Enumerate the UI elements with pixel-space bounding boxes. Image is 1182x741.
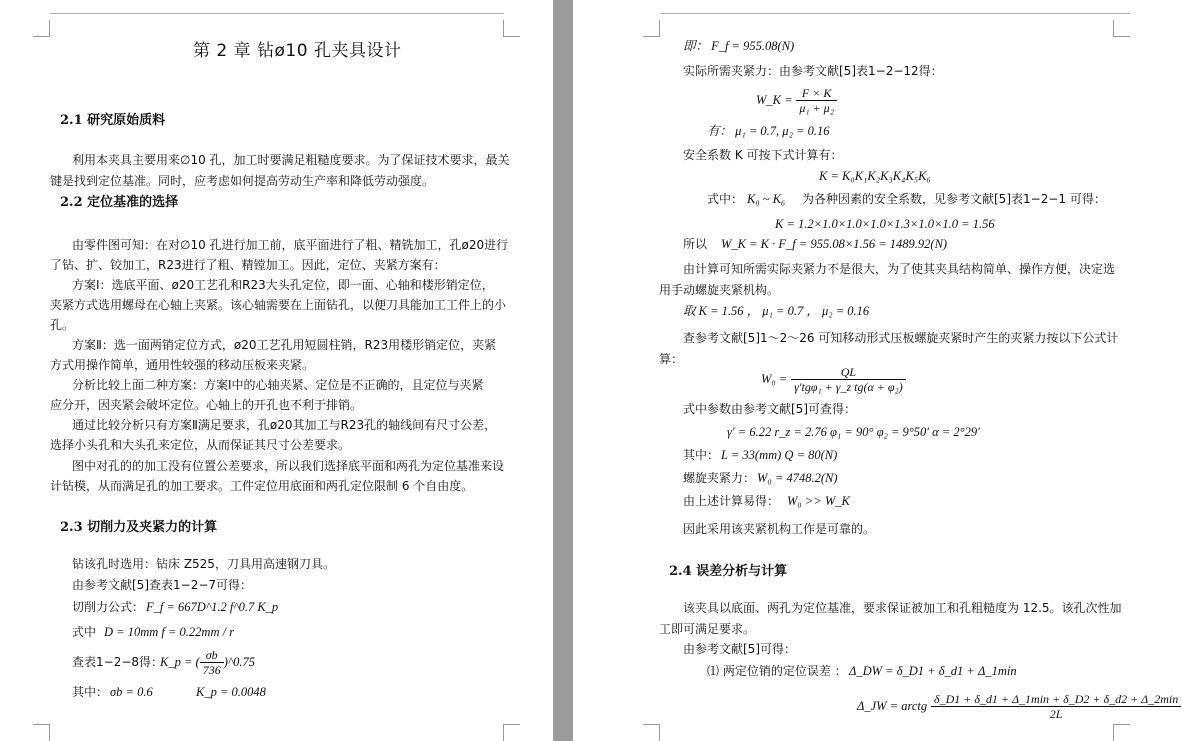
kp-numerator: σb xyxy=(200,648,224,663)
formula-line: L = 33(mm) Q = 80(N) xyxy=(721,448,838,462)
formula-line: Δ_DW = δ_D1 + δ_d1 + Δ_1min xyxy=(849,664,1017,678)
formula-line: 取 K = 1.56 ， μ₁ = 0.7 ， μ₂ = 0.16 xyxy=(683,304,870,318)
paragraph-line: 方案Ⅰ：选底平面、ø20工艺孔和R23大头孔定位，即一面、心轴和楼形销定位， xyxy=(72,278,494,292)
formula-label: 查表1−2−8得： xyxy=(72,655,164,669)
paragraph-line: 该夹具以底面、两孔为定位基准，要求保证被加工和孔粗糙度为 12.5。该孔次性加 xyxy=(683,601,1122,615)
paragraph-line: 螺旋夹紧力： xyxy=(683,471,756,485)
paragraph-line: 式中参数由参考文献[5]可查得： xyxy=(683,402,856,416)
paragraph-line: 安全系数 K 可按下式计算有： xyxy=(683,148,843,162)
paragraph-line: 孔。 xyxy=(50,318,75,332)
paragraph-line: 为各种因素的安全系数，见参考文献[5]表1−2−1 可得： xyxy=(802,192,1106,206)
crop-mark-top-right xyxy=(1113,20,1130,37)
section-heading-2-2: 2.2 定位基准的选择 xyxy=(60,195,179,210)
formula-inline: K₀ ~ K₆ xyxy=(747,192,786,206)
paragraph-line: 通过比较分析只有方案Ⅱ满足要求，孔ø20其加工与R23孔的轴线间有尺寸公差， xyxy=(72,418,497,432)
safety-factor-formula: K = K₀K₁K₂K₃K₄K₅K₆ xyxy=(819,169,931,183)
paragraph-line: 键是找到定位基准。同时，应考虑如何提高劳动生产率和降低劳动强度。 xyxy=(50,174,435,188)
cutting-force-formula: F_f = 667D^1.2 f^0.7 K_p xyxy=(146,600,279,614)
paragraph-line: 算： xyxy=(659,352,684,366)
paragraph-line: 由计算可知所需实际夹紧力不是很大，为了使其夹具结构简单、操作方便，决定选 xyxy=(683,262,1116,276)
paragraph-line: 计钻模，从而满足孔的加工要求。工件定位用底面和两孔定位限制 6 个自由度。 xyxy=(50,479,474,493)
formula-line: W₀ >> W_K xyxy=(787,494,850,508)
screw-clamp-formula xyxy=(761,363,906,395)
formula-label: 式中 xyxy=(72,625,97,639)
clamping-force-formula xyxy=(756,84,837,116)
w0-fraction xyxy=(791,365,906,394)
paragraph-line: 工即可满足要求。 xyxy=(659,622,756,636)
crop-mark-top-right xyxy=(503,20,520,37)
section-heading-2-4: 2.4 误差分析与计算 xyxy=(669,564,788,579)
wk-lhs: W_K = xyxy=(756,93,793,107)
formula-line: W_K = K · F_f = 955.08×1.56 = 1489.92(N) xyxy=(721,237,948,251)
angular-error-formula xyxy=(857,690,1181,722)
paragraph-line: 应分开，因夹紧会破坏定位。心轴上的开孔也不利于排销。 xyxy=(50,398,363,412)
crop-mark-top-left xyxy=(643,20,660,37)
formula-line: γ′ = 6.22 r_z = 2.76 φ₁ = 90° φ₂ = 9°50′ α = 2°29′ xyxy=(727,425,980,439)
paragraph-line: 查参考文献[5]1～2～26 可知移动形式压板螺旋夹紧时产生的夹紧力按以下公式计 xyxy=(683,331,1119,345)
kp-exponent: )^0.75 xyxy=(223,655,255,669)
wk-fraction xyxy=(796,86,837,115)
crop-mark-bottom-right xyxy=(503,724,520,741)
header-rule xyxy=(660,13,1130,14)
paragraph-line: 选择小头孔和大头孔来定位，从而保证其尺寸公差要求。 xyxy=(50,438,351,452)
formula-line: W₀ = 4748.2(N) xyxy=(757,471,838,485)
paragraph-line: 实际所需夹紧力：由参考文献[5]表1−2−12得： xyxy=(683,64,943,78)
paragraph-line: 了钻、扩、铰加工，R23进行了粗、精镗加工。因此，定位、夹紧方案有： xyxy=(50,258,446,272)
paragraph-line: 夹紧方式选用螺母在心轴上夹紧。该心轴需要在上面钻孔，以便刀具能加工工件上的小 xyxy=(50,298,507,312)
paragraph-line: 利用本夹具主要用来∅10 孔，加工时要满足粗糙度要求。为了保证技术要求，最关 xyxy=(72,153,510,167)
paragraph-line: 由参考文献[5]可得： xyxy=(683,642,796,656)
paragraph-line: 用手动螺旋夹紧机构。 xyxy=(659,283,780,297)
ajw-denominator: 2L xyxy=(1049,707,1063,721)
paragraph-line: 所以 xyxy=(683,237,708,251)
ajw-numerator: δ_D1 + δ_d1 + Δ_1min + δ_D2 + δ_d2 + Δ_2min xyxy=(931,692,1181,707)
paragraph-line: 图中对孔的的加工没有位置公差要求，所以我们选择底平面和两孔为定位基准来设 xyxy=(72,459,505,473)
parameter-formula: D = 10mm f = 0.22mm / r xyxy=(104,625,235,639)
crop-mark-bottom-right xyxy=(1113,724,1130,741)
document-page-right xyxy=(573,0,1182,741)
paragraph-line: 由上述计算易得： xyxy=(683,494,780,508)
formula-label: 其中： xyxy=(72,685,109,699)
sigma-value: σb = 0.6 xyxy=(110,685,153,699)
section-heading-2-1: 2.1 研究原始质料 xyxy=(60,113,166,128)
paragraph-line: 方式用操作简单，通用性较强的移动压板来夹紧。 xyxy=(50,358,315,372)
kp-lhs: K_p = ( xyxy=(160,655,200,669)
header-rule xyxy=(50,13,504,14)
paragraph-line: 分析比较上面二种方案：方案Ⅰ中的心轴夹紧、定位是不正确的，且定位与夹紧 xyxy=(72,378,484,392)
wk-denominator: μ₁ + μ₂ xyxy=(799,101,834,115)
w0-denominator: γ′tgφ₁ + γ_z tg(α + φ₂) xyxy=(794,380,903,394)
paragraph-line: 式中： xyxy=(707,192,744,206)
paragraph-line: 由参考文献[5]查表1−2−7可得： xyxy=(72,578,253,592)
w0-numerator: QL xyxy=(791,365,906,380)
paragraph-line: 由零件图可知：在对∅10 孔进行加工前，底平面进行了粗、精铣加工，孔ø20进行 xyxy=(72,238,509,252)
kp-denominator: 736 xyxy=(202,663,221,677)
chapter-title: 第 2 章 钻ø10 孔夹具设计 xyxy=(193,41,402,61)
crop-mark-bottom-left xyxy=(643,724,660,741)
paragraph-line: 其中： xyxy=(683,448,720,462)
kp-fraction xyxy=(200,648,224,677)
document-page-left xyxy=(0,0,553,741)
kp-formula xyxy=(160,646,255,678)
ajw-fraction xyxy=(931,692,1181,721)
w0-lhs: W₀ = xyxy=(761,372,788,386)
section-heading-2-3: 2.3 切削力及夹紧力的计算 xyxy=(60,520,218,535)
paragraph-line: ⑴ 两定位销的定位误差 ： xyxy=(707,664,847,678)
paragraph-line: 因此采用该夹紧机构工作是可靠的。 xyxy=(683,522,876,536)
crop-mark-top-left xyxy=(33,20,50,37)
formula-label: 切削力公式： xyxy=(72,600,145,614)
wk-numerator: F × K xyxy=(796,86,837,101)
paragraph-line: 钻该孔时选用：钻床 Z525，刀具用高速钢刀具。 xyxy=(72,557,335,571)
ajw-lhs: Δ_JW = arctg xyxy=(857,699,928,713)
formula-line: 有： μ₁ = 0.7, μ₂ = 0.16 xyxy=(707,124,830,138)
paragraph-line: 方案Ⅱ：选一面两销定位方式，ø20工艺孔用短圆柱销，R23用楼形销定位，夹紧 xyxy=(72,338,497,352)
kp-value: K_p = 0.0048 xyxy=(196,685,266,699)
formula-line: K = 1.2×1.0×1.0×1.0×1.3×1.0×1.0 = 1.56 xyxy=(775,217,995,231)
formula-line: 即： F_f = 955.08(N) xyxy=(683,39,795,53)
crop-mark-bottom-left xyxy=(33,724,50,741)
